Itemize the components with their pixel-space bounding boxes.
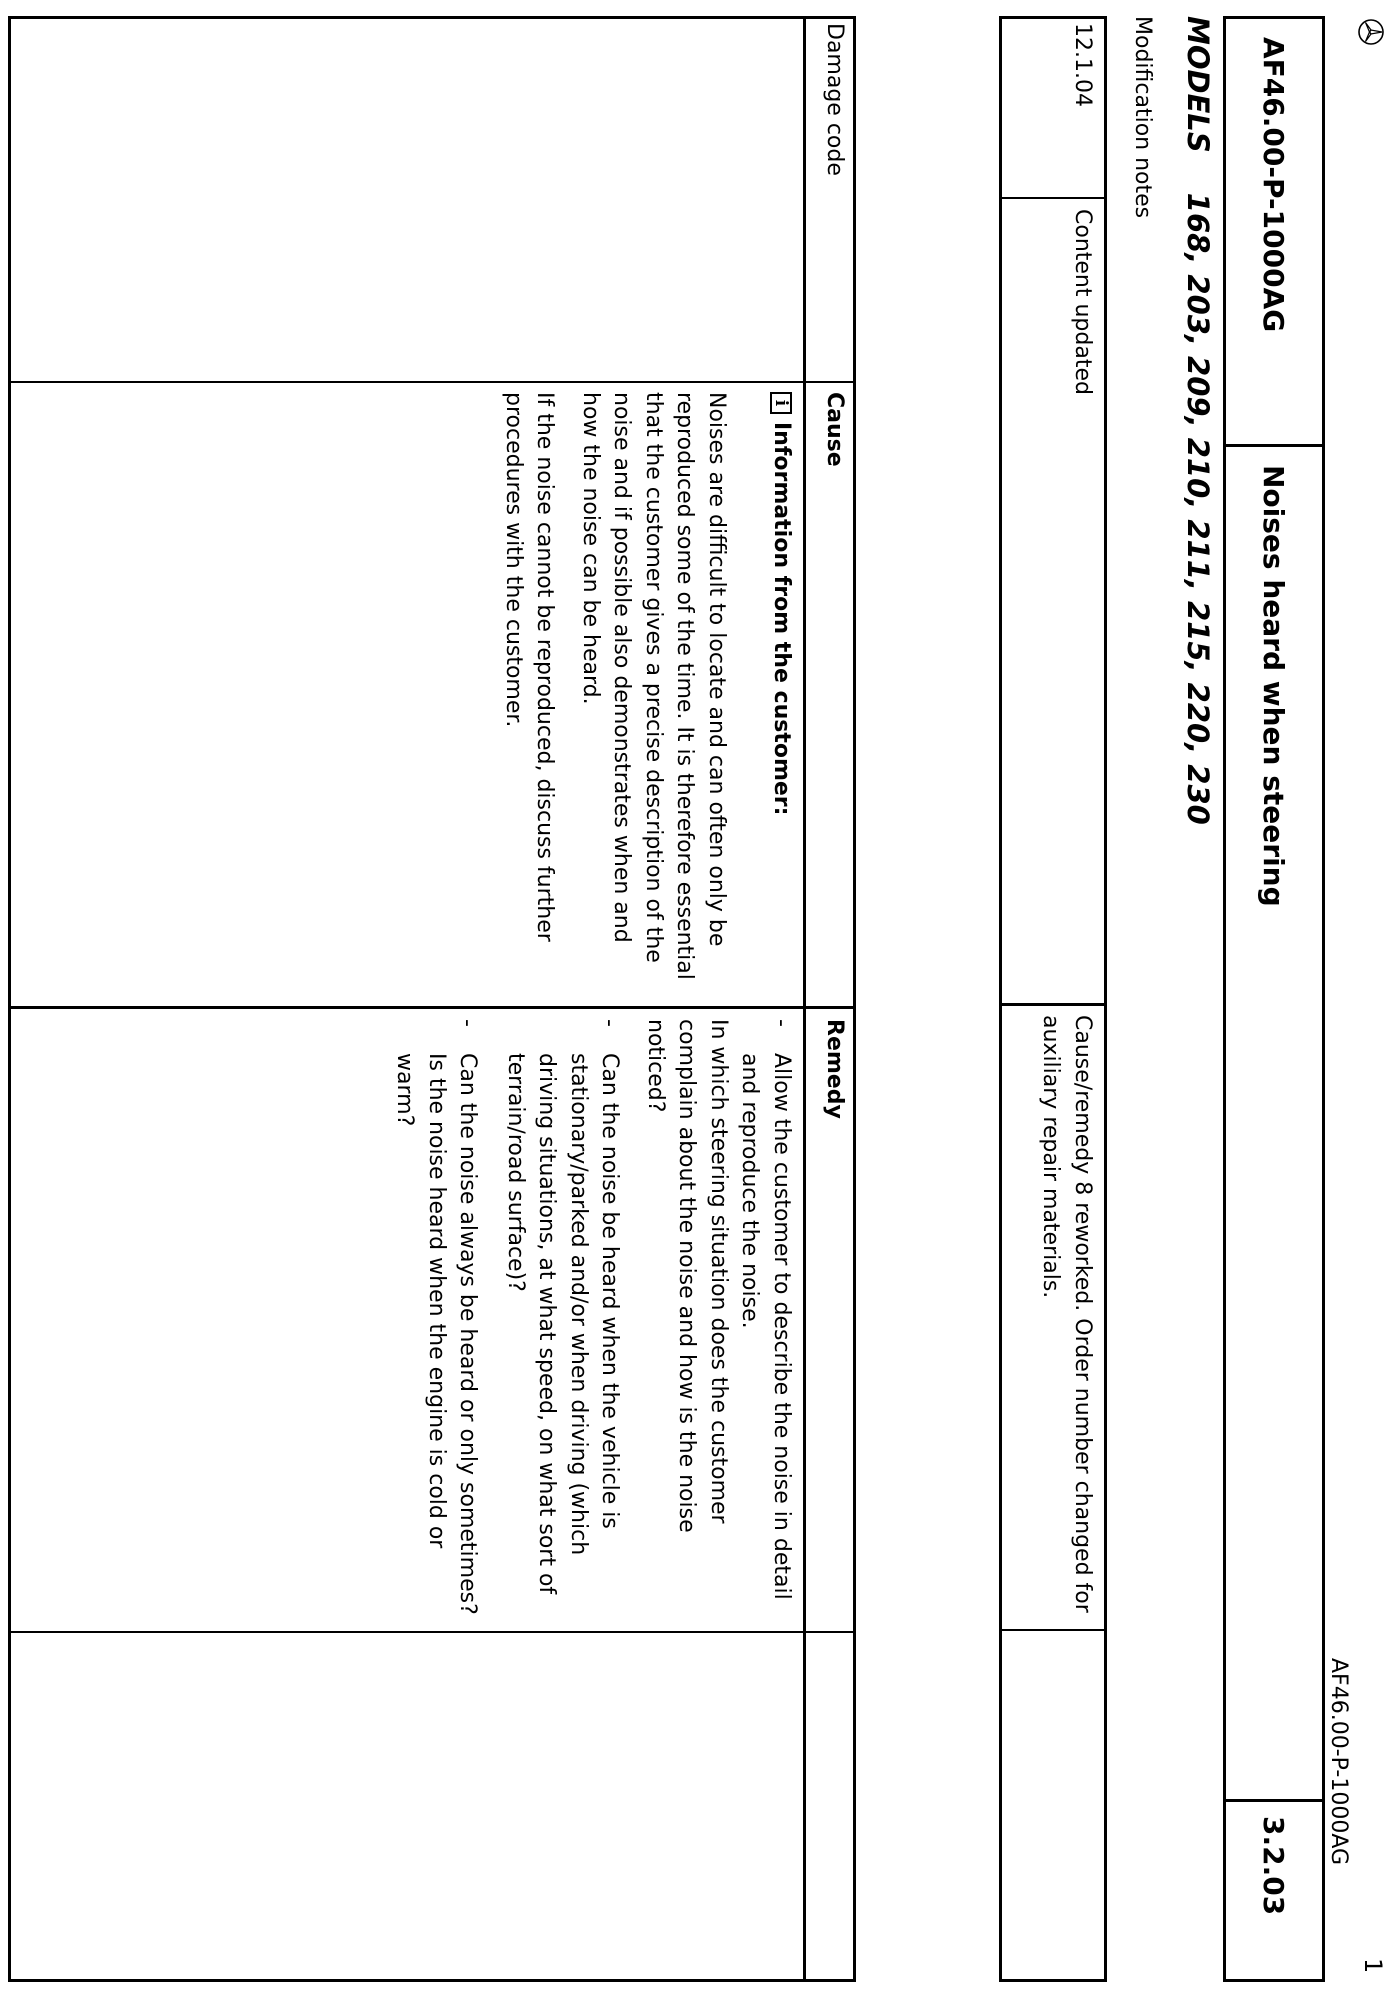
column-divider [11, 1006, 853, 1009]
divider [1226, 444, 1322, 447]
remedy-item-text: Can the noise be heard when the vehicle is stationary/parked and/or when driving (which driving situations, at what speed, on what sort of terrain/road surface)? [503, 1053, 623, 1595]
page-title: Noises heard when steering [1257, 465, 1291, 907]
remedy-paragraph: In which steering situation does the customer complain about the noise and how is the noise noticed? [643, 1019, 731, 1533]
remedy-item-text: Can the noise always be heard or only sometimes? Is the noise heard when the engine is cold or warm? [392, 1053, 481, 1615]
remedy-item [500, 1019, 626, 1619]
info-heading-line [766, 392, 797, 992]
cause-cell [498, 392, 798, 992]
bullet-dash: - [455, 1019, 481, 1027]
divider [1002, 1003, 1104, 1006]
bullet-dash: - [597, 1019, 623, 1027]
page-number: 1 [1359, 1958, 1387, 1974]
header-divider [803, 19, 806, 1979]
cause-header: Cause [822, 392, 847, 467]
bullet-dash: - [769, 1019, 794, 1027]
models-label: MODELS [1181, 16, 1215, 153]
column-divider [11, 381, 853, 383]
cause-remedy-table [8, 16, 856, 1982]
divider [1002, 1629, 1104, 1631]
remedy-item-text: Allow the customer to describe the noise in detail and reproduce the noise. [737, 1053, 794, 1600]
column-divider [11, 1631, 853, 1633]
modification-note: Content updated [1070, 209, 1095, 395]
damage-code-header: Damage code [822, 23, 847, 176]
title-box [1223, 16, 1325, 1982]
remedy-item [734, 1019, 797, 1619]
info-heading: Information from the customer: [769, 422, 795, 816]
modification-description: Cause/remedy 8 reworked. Order number changed for auxiliary repair materials. [1038, 1015, 1095, 1613]
brand-logo-icon [1357, 18, 1385, 46]
modification-notes-heading: Modification notes [1130, 16, 1155, 219]
header-document-id: AF46.00-P-1000AG [1326, 1658, 1351, 1866]
modification-date: 12.1.04 [1070, 23, 1095, 107]
divider [1002, 197, 1104, 199]
models-list: 168, 203, 209, 210, 211, 215, 220, 230 [1181, 192, 1215, 825]
remedy-cell [389, 1019, 797, 1619]
cause-paragraph: Noises are difficult to locate and can often only be reproduced some of the time. It is therefore essential that the customer gives a precise description of the noise and if possible also demonstrates when and how the noise can be heard. [578, 392, 729, 980]
version-number: 3.2.03 [1257, 1816, 1291, 1916]
models-line [1181, 16, 1215, 825]
remedy-item [389, 1019, 484, 1619]
cause-paragraph: If the noise cannot be reproduced, discuss further procedures with the customer. [501, 392, 558, 942]
modification-table [999, 16, 1107, 1982]
remedy-header: Remedy [822, 1019, 847, 1119]
info-icon: i [771, 392, 793, 414]
document-id: AF46.00-P-1000AG [1257, 37, 1291, 333]
divider [1226, 1799, 1322, 1802]
